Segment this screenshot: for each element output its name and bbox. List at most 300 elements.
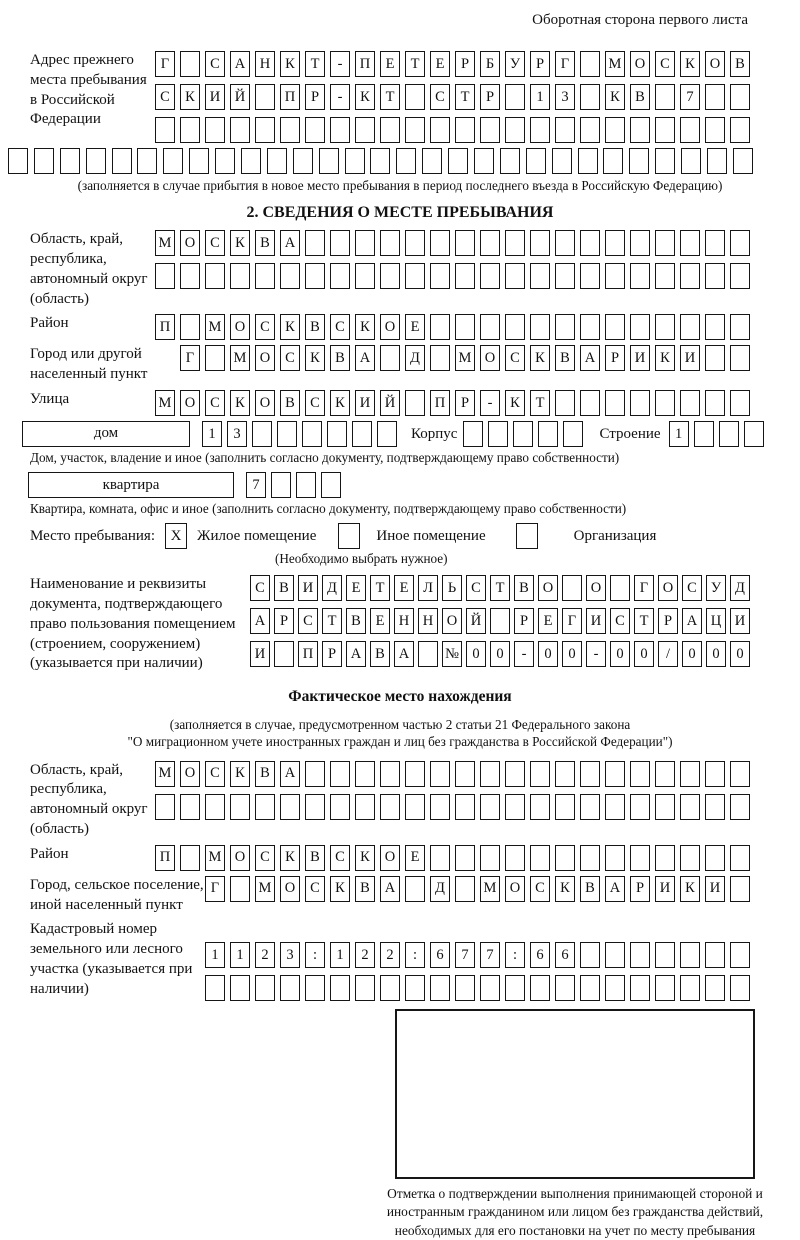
char-cell[interactable]: [60, 148, 80, 174]
char-cell[interactable]: [355, 263, 375, 289]
char-cell[interactable]: В: [255, 761, 275, 787]
char-cell[interactable]: А: [280, 230, 300, 256]
char-cell[interactable]: И: [655, 876, 675, 902]
char-cell[interactable]: [305, 761, 325, 787]
char-cell[interactable]: Р: [480, 84, 500, 110]
char-cell[interactable]: К: [230, 761, 250, 787]
char-cell[interactable]: [730, 84, 750, 110]
char-cell[interactable]: [605, 117, 625, 143]
char-cell[interactable]: [321, 472, 341, 498]
char-cell[interactable]: [555, 117, 575, 143]
char-cell[interactable]: В: [274, 575, 294, 601]
char-cell[interactable]: В: [346, 608, 366, 634]
char-cell[interactable]: -: [330, 84, 350, 110]
char-cell[interactable]: [603, 148, 623, 174]
char-cell[interactable]: Г: [562, 608, 582, 634]
char-cell[interactable]: [744, 421, 764, 447]
char-cell[interactable]: Р: [530, 51, 550, 77]
char-cell[interactable]: [530, 230, 550, 256]
char-cell[interactable]: [630, 942, 650, 968]
char-cell[interactable]: С: [155, 84, 175, 110]
char-cell[interactable]: [448, 148, 468, 174]
char-cell[interactable]: [280, 117, 300, 143]
char-cell[interactable]: [330, 230, 350, 256]
char-cell[interactable]: [430, 117, 450, 143]
char-cell[interactable]: [655, 84, 675, 110]
char-cell[interactable]: [630, 794, 650, 820]
char-cell[interactable]: Д: [322, 575, 342, 601]
char-cell[interactable]: [255, 975, 275, 1001]
char-cell[interactable]: [215, 148, 235, 174]
char-cell[interactable]: [655, 117, 675, 143]
char-cell[interactable]: 0: [706, 641, 726, 667]
region-row-1[interactable]: [155, 230, 750, 256]
char-cell[interactable]: Р: [658, 608, 678, 634]
char-cell[interactable]: [330, 975, 350, 1001]
char-cell[interactable]: [422, 148, 442, 174]
char-cell[interactable]: И: [705, 876, 725, 902]
char-cell[interactable]: 7: [246, 472, 266, 498]
char-cell[interactable]: [580, 230, 600, 256]
char-cell[interactable]: [505, 845, 525, 871]
char-cell[interactable]: [630, 263, 650, 289]
char-cell[interactable]: [255, 117, 275, 143]
char-cell[interactable]: В: [555, 345, 575, 371]
char-cell[interactable]: [405, 390, 425, 416]
char-cell[interactable]: [380, 117, 400, 143]
char-cell[interactable]: [180, 794, 200, 820]
char-cell[interactable]: [255, 84, 275, 110]
char-cell[interactable]: О: [180, 761, 200, 787]
char-cell[interactable]: Е: [346, 575, 366, 601]
char-cell[interactable]: [430, 794, 450, 820]
organization-checkbox[interactable]: [516, 523, 538, 549]
residential-checkbox[interactable]: X: [165, 523, 187, 549]
char-cell[interactable]: [302, 421, 322, 447]
char-cell[interactable]: [405, 263, 425, 289]
char-cell[interactable]: [280, 794, 300, 820]
char-cell[interactable]: [180, 845, 200, 871]
char-cell[interactable]: [205, 263, 225, 289]
char-cell[interactable]: [580, 942, 600, 968]
char-cell[interactable]: Д: [730, 575, 750, 601]
char-cell[interactable]: [655, 942, 675, 968]
char-cell[interactable]: [530, 117, 550, 143]
char-cell[interactable]: [630, 117, 650, 143]
char-cell[interactable]: [730, 117, 750, 143]
char-cell[interactable]: Т: [455, 84, 475, 110]
char-cell[interactable]: [505, 230, 525, 256]
char-cell[interactable]: Р: [514, 608, 534, 634]
char-cell[interactable]: О: [255, 390, 275, 416]
char-cell[interactable]: С: [250, 575, 270, 601]
char-cell[interactable]: К: [680, 51, 700, 77]
char-cell[interactable]: [630, 845, 650, 871]
char-cell[interactable]: [8, 148, 28, 174]
char-cell[interactable]: С: [430, 84, 450, 110]
char-cell[interactable]: Е: [405, 845, 425, 871]
char-cell[interactable]: [730, 876, 750, 902]
char-cell[interactable]: [580, 314, 600, 340]
char-cell[interactable]: [505, 761, 525, 787]
char-cell[interactable]: [480, 975, 500, 1001]
char-cell[interactable]: [705, 230, 725, 256]
char-cell[interactable]: [530, 263, 550, 289]
char-cell[interactable]: У: [505, 51, 525, 77]
char-cell[interactable]: [555, 761, 575, 787]
actual-region-row-2[interactable]: [155, 794, 750, 820]
char-cell[interactable]: [555, 975, 575, 1001]
char-cell[interactable]: [430, 975, 450, 1001]
char-cell[interactable]: О: [705, 51, 725, 77]
char-cell[interactable]: К: [280, 845, 300, 871]
char-cell[interactable]: [380, 345, 400, 371]
char-cell[interactable]: [305, 975, 325, 1001]
char-cell[interactable]: [112, 148, 132, 174]
char-cell[interactable]: [578, 148, 598, 174]
char-cell[interactable]: [252, 421, 272, 447]
char-cell[interactable]: [605, 942, 625, 968]
char-cell[interactable]: [513, 421, 533, 447]
document-row-2[interactable]: [250, 608, 750, 634]
district-row[interactable]: [155, 314, 750, 340]
char-cell[interactable]: [680, 845, 700, 871]
char-cell[interactable]: М: [155, 230, 175, 256]
char-cell[interactable]: [155, 117, 175, 143]
char-cell[interactable]: [555, 794, 575, 820]
char-cell[interactable]: [680, 794, 700, 820]
char-cell[interactable]: [680, 230, 700, 256]
char-cell[interactable]: [430, 263, 450, 289]
char-cell[interactable]: Е: [538, 608, 558, 634]
char-cell[interactable]: К: [505, 390, 525, 416]
char-cell[interactable]: А: [280, 761, 300, 787]
char-cell[interactable]: Н: [394, 608, 414, 634]
char-cell[interactable]: Е: [370, 608, 390, 634]
char-cell[interactable]: [605, 761, 625, 787]
char-cell[interactable]: [655, 148, 675, 174]
char-cell[interactable]: Ь: [442, 575, 462, 601]
char-cell[interactable]: [355, 761, 375, 787]
char-cell[interactable]: С: [205, 51, 225, 77]
char-cell[interactable]: [730, 314, 750, 340]
char-cell[interactable]: О: [380, 845, 400, 871]
char-cell[interactable]: [580, 51, 600, 77]
char-cell[interactable]: [330, 794, 350, 820]
char-cell[interactable]: [370, 148, 390, 174]
char-cell[interactable]: Р: [274, 608, 294, 634]
char-cell[interactable]: [430, 230, 450, 256]
char-cell[interactable]: [380, 794, 400, 820]
char-cell[interactable]: [380, 761, 400, 787]
char-cell[interactable]: [205, 345, 225, 371]
char-cell[interactable]: [505, 263, 525, 289]
char-cell[interactable]: К: [355, 84, 375, 110]
char-cell[interactable]: К: [355, 845, 375, 871]
char-cell[interactable]: [480, 230, 500, 256]
char-cell[interactable]: С: [305, 390, 325, 416]
char-cell[interactable]: [230, 117, 250, 143]
char-cell[interactable]: [271, 472, 291, 498]
char-cell[interactable]: [505, 794, 525, 820]
char-cell[interactable]: С: [682, 575, 702, 601]
apartment-type-box[interactable]: квартира: [28, 472, 234, 498]
char-cell[interactable]: О: [630, 51, 650, 77]
char-cell[interactable]: №: [442, 641, 462, 667]
char-cell[interactable]: [680, 314, 700, 340]
char-cell[interactable]: [319, 148, 339, 174]
char-cell[interactable]: 0: [466, 641, 486, 667]
char-cell[interactable]: [580, 390, 600, 416]
char-cell[interactable]: [733, 148, 753, 174]
char-cell[interactable]: [305, 117, 325, 143]
char-cell[interactable]: Г: [180, 345, 200, 371]
char-cell[interactable]: Е: [394, 575, 414, 601]
char-cell[interactable]: П: [155, 314, 175, 340]
char-cell[interactable]: [380, 230, 400, 256]
char-cell[interactable]: В: [370, 641, 390, 667]
char-cell[interactable]: Е: [380, 51, 400, 77]
char-cell[interactable]: [705, 794, 725, 820]
region-row-2[interactable]: [155, 263, 750, 289]
char-cell[interactable]: [274, 641, 294, 667]
char-cell[interactable]: [680, 390, 700, 416]
char-cell[interactable]: [555, 845, 575, 871]
char-cell[interactable]: [396, 148, 416, 174]
char-cell[interactable]: -: [586, 641, 606, 667]
char-cell[interactable]: [280, 263, 300, 289]
char-cell[interactable]: [562, 575, 582, 601]
char-cell[interactable]: К: [680, 876, 700, 902]
char-cell[interactable]: [488, 421, 508, 447]
char-cell[interactable]: 0: [538, 641, 558, 667]
char-cell[interactable]: 2: [355, 942, 375, 968]
char-cell[interactable]: [630, 230, 650, 256]
char-cell[interactable]: [655, 263, 675, 289]
char-cell[interactable]: 1: [330, 942, 350, 968]
char-cell[interactable]: [705, 845, 725, 871]
actual-region-row-1[interactable]: [155, 761, 750, 787]
char-cell[interactable]: [580, 761, 600, 787]
char-cell[interactable]: О: [442, 608, 462, 634]
char-cell[interactable]: С: [255, 845, 275, 871]
char-cell[interactable]: [405, 761, 425, 787]
char-cell[interactable]: [630, 975, 650, 1001]
char-cell[interactable]: М: [455, 345, 475, 371]
char-cell[interactable]: [552, 148, 572, 174]
char-cell[interactable]: О: [480, 345, 500, 371]
char-cell[interactable]: В: [355, 876, 375, 902]
char-cell[interactable]: 0: [562, 641, 582, 667]
char-cell[interactable]: :: [305, 942, 325, 968]
char-cell[interactable]: [277, 421, 297, 447]
char-cell[interactable]: К: [280, 314, 300, 340]
char-cell[interactable]: [241, 148, 261, 174]
char-cell[interactable]: Р: [305, 84, 325, 110]
char-cell[interactable]: [605, 845, 625, 871]
char-cell[interactable]: Е: [405, 314, 425, 340]
char-cell[interactable]: [293, 148, 313, 174]
char-cell[interactable]: [705, 975, 725, 1001]
char-cell[interactable]: О: [505, 876, 525, 902]
char-cell[interactable]: О: [230, 314, 250, 340]
char-cell[interactable]: М: [155, 390, 175, 416]
char-cell[interactable]: В: [630, 84, 650, 110]
char-cell[interactable]: [418, 641, 438, 667]
char-cell[interactable]: [455, 230, 475, 256]
char-cell[interactable]: А: [346, 641, 366, 667]
char-cell[interactable]: О: [255, 345, 275, 371]
char-cell[interactable]: [580, 794, 600, 820]
char-cell[interactable]: [280, 975, 300, 1001]
char-cell[interactable]: О: [280, 876, 300, 902]
char-cell[interactable]: [455, 794, 475, 820]
char-cell[interactable]: М: [605, 51, 625, 77]
char-cell[interactable]: С: [330, 314, 350, 340]
prev-address-row-1[interactable]: [155, 51, 750, 77]
char-cell[interactable]: 6: [530, 942, 550, 968]
char-cell[interactable]: М: [255, 876, 275, 902]
document-row-1[interactable]: [250, 575, 750, 601]
char-cell[interactable]: [629, 148, 649, 174]
char-cell[interactable]: -: [514, 641, 534, 667]
char-cell[interactable]: [555, 230, 575, 256]
char-cell[interactable]: И: [630, 345, 650, 371]
char-cell[interactable]: П: [298, 641, 318, 667]
char-cell[interactable]: С: [505, 345, 525, 371]
char-cell[interactable]: [555, 263, 575, 289]
char-cell[interactable]: О: [180, 390, 200, 416]
char-cell[interactable]: Й: [380, 390, 400, 416]
char-cell[interactable]: [655, 761, 675, 787]
char-cell[interactable]: И: [586, 608, 606, 634]
char-cell[interactable]: С: [205, 390, 225, 416]
char-cell[interactable]: К: [330, 390, 350, 416]
char-cell[interactable]: -: [330, 51, 350, 77]
char-cell[interactable]: [255, 263, 275, 289]
char-cell[interactable]: [230, 876, 250, 902]
char-cell[interactable]: [430, 314, 450, 340]
char-cell[interactable]: В: [730, 51, 750, 77]
char-cell[interactable]: [730, 263, 750, 289]
char-cell[interactable]: [189, 148, 209, 174]
char-cell[interactable]: [155, 794, 175, 820]
char-cell[interactable]: [430, 345, 450, 371]
char-cell[interactable]: А: [394, 641, 414, 667]
char-cell[interactable]: [680, 117, 700, 143]
char-cell[interactable]: И: [680, 345, 700, 371]
char-cell[interactable]: А: [355, 345, 375, 371]
char-cell[interactable]: В: [580, 876, 600, 902]
char-cell[interactable]: -: [480, 390, 500, 416]
char-cell[interactable]: 6: [555, 942, 575, 968]
char-cell[interactable]: [605, 263, 625, 289]
char-cell[interactable]: [405, 975, 425, 1001]
char-cell[interactable]: О: [180, 230, 200, 256]
char-cell[interactable]: [705, 84, 725, 110]
char-cell[interactable]: [305, 230, 325, 256]
char-cell[interactable]: [230, 263, 250, 289]
char-cell[interactable]: Т: [322, 608, 342, 634]
char-cell[interactable]: [681, 148, 701, 174]
char-cell[interactable]: К: [230, 230, 250, 256]
char-cell[interactable]: [707, 148, 727, 174]
char-cell[interactable]: [405, 230, 425, 256]
actual-district-row[interactable]: [155, 845, 750, 871]
char-cell[interactable]: [605, 230, 625, 256]
char-cell[interactable]: [330, 117, 350, 143]
char-cell[interactable]: [34, 148, 54, 174]
char-cell[interactable]: С: [530, 876, 550, 902]
char-cell[interactable]: [605, 390, 625, 416]
char-cell[interactable]: [455, 975, 475, 1001]
char-cell[interactable]: [305, 794, 325, 820]
char-cell[interactable]: [490, 608, 510, 634]
char-cell[interactable]: Т: [380, 84, 400, 110]
char-cell[interactable]: [327, 421, 347, 447]
char-cell[interactable]: [163, 148, 183, 174]
char-cell[interactable]: [205, 117, 225, 143]
other-premises-checkbox[interactable]: [338, 523, 360, 549]
char-cell[interactable]: А: [380, 876, 400, 902]
char-cell[interactable]: [180, 117, 200, 143]
char-cell[interactable]: В: [280, 390, 300, 416]
char-cell[interactable]: 0: [682, 641, 702, 667]
char-cell[interactable]: [655, 314, 675, 340]
char-cell[interactable]: В: [305, 314, 325, 340]
char-cell[interactable]: [230, 975, 250, 1001]
city-row[interactable]: [180, 345, 750, 371]
char-cell[interactable]: 0: [730, 641, 750, 667]
char-cell[interactable]: М: [205, 845, 225, 871]
char-cell[interactable]: [180, 51, 200, 77]
char-cell[interactable]: [355, 794, 375, 820]
char-cell[interactable]: [605, 314, 625, 340]
char-cell[interactable]: [380, 263, 400, 289]
char-cell[interactable]: Р: [630, 876, 650, 902]
char-cell[interactable]: [730, 942, 750, 968]
char-cell[interactable]: К: [330, 876, 350, 902]
char-cell[interactable]: 2: [380, 942, 400, 968]
char-cell[interactable]: [705, 942, 725, 968]
char-cell[interactable]: [180, 314, 200, 340]
char-cell[interactable]: [705, 314, 725, 340]
char-cell[interactable]: С: [255, 314, 275, 340]
char-cell[interactable]: [530, 314, 550, 340]
char-cell[interactable]: К: [305, 345, 325, 371]
char-cell[interactable]: С: [655, 51, 675, 77]
char-cell[interactable]: Т: [405, 51, 425, 77]
apartment-number-row[interactable]: [246, 472, 341, 498]
char-cell[interactable]: [705, 390, 725, 416]
char-cell[interactable]: А: [580, 345, 600, 371]
char-cell[interactable]: [530, 975, 550, 1001]
char-cell[interactable]: П: [430, 390, 450, 416]
char-cell[interactable]: А: [230, 51, 250, 77]
char-cell[interactable]: 3: [555, 84, 575, 110]
street-row[interactable]: [155, 390, 750, 416]
char-cell[interactable]: 7: [455, 942, 475, 968]
korpus-row[interactable]: [463, 421, 583, 447]
char-cell[interactable]: [730, 761, 750, 787]
char-cell[interactable]: [405, 794, 425, 820]
prev-address-row-4[interactable]: [8, 148, 770, 174]
char-cell[interactable]: 1: [205, 942, 225, 968]
char-cell[interactable]: [455, 845, 475, 871]
char-cell[interactable]: [655, 794, 675, 820]
char-cell[interactable]: 7: [680, 84, 700, 110]
char-cell[interactable]: А: [250, 608, 270, 634]
